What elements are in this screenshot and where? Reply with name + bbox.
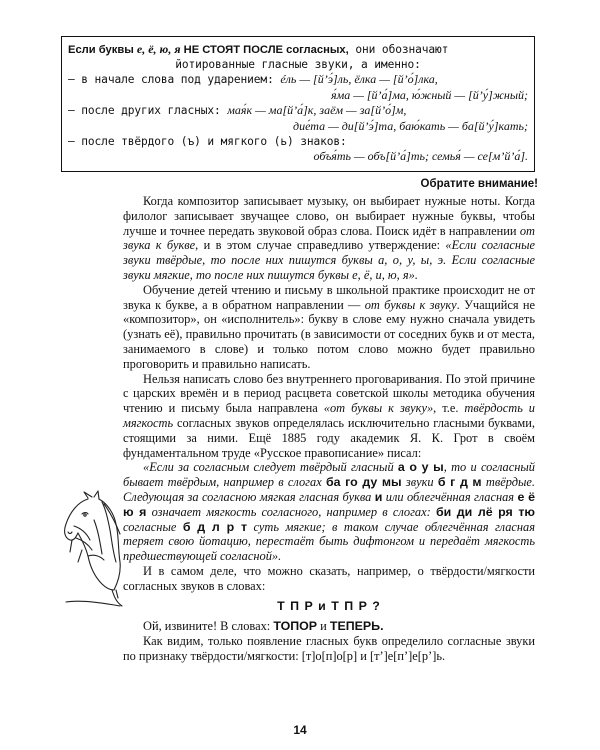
rule-intro: Если буквы е, ё, ю, я НЕ СТОЯТ ПОСЛЕ согласных, они обозначают (68, 42, 449, 56)
paragraph-3: Нельзя написать слово без внутреннего проговаривания. По этой причине с царских времён и в период расцвета советской школы методика обучения чтению и письму была направлена «от буквы к звуку», т.е. твёрдость и мягкость согласных звуков определялась исключительно гласными буквами, стоящими за ними. Ещё 1885 году академик Я. К. Грот в своём фундаментальном труде «Русское правописание» писал: (123, 371, 536, 460)
rule-box (61, 36, 535, 172)
paragraph-1: Когда композитор записывает музыку, он выбирает нужные ноты. Когда филолог записывает звучащее слово, он выбирает нужные буквы, чтобы лучше и точнее передать звуковой образ слова. Поиск идёт в направлении от звука к букве, и в этом случае справедливо утверждение: «Если согласные звуки твёрдые, то после них пишутся буквы а, о, у, ы, э. Если согласные звуки мягкие, то после них пишутся буквы е, ё, и, ю, я». (123, 194, 535, 282)
notice-heading: Обратите внимание! (420, 178, 538, 190)
rule-case3-ex: объя́ть — объ[й’а́]ть; семья́ — се[м’й’а́]. (313, 149, 528, 164)
rule-line2: йотированные гласные звуки, а именно: (175, 57, 421, 71)
rule-case2-ex2: дие́та — ди[й’э́]та, баю́кать — ба[й’у́]кать; (293, 118, 528, 133)
grot-quote: «Если за согласным следует твёрдый гласный а о у ы, то и согласный бывает твёрдым, например в слогах ба го ду мы звуки б г д м твёрдые. Следующая за согласною мягкая гласная буква и или облегчённая гласная е ё ю я означает мягкость согласного, например в слогах: би ди лё ря тю согласные б д л р т суть мягкие; в таком случае облегчённая гласная теряет свою йотацию, перестаёт быть дифтонгом и передаёт мягкость предшествующей согласной». (123, 460, 535, 564)
paragraph-5: Ой, извините! В словах: ТОПОР и ТЕПЕРЬ. (143, 619, 384, 634)
rule-case1: — в начале слова под ударением: éль — [й’э́]ль, ёлка — [й’о́]лка, (68, 72, 438, 87)
rule-case3: — после твёрдого (ъ) и мягкого (ь) знаков: (68, 134, 347, 148)
paragraph-6: Как видим, только появление гласных букв определило согласные звуки по признаку твёрдости/мягкости: [т]о[п]о[р] и [т’]е[п’]е[р’]ь. (123, 634, 535, 663)
page-number: 14 (293, 723, 307, 737)
tpr-heading: Т П Р и Т П Р ? (277, 598, 381, 613)
main-text (123, 194, 535, 664)
paragraph-2: Обучение детей чтению и письму в школьной практике происходит не от звука к букве, а в обратном направлении — от буквы к звуку. Учащийся не «композитор», он «исполнитель»: букву в слове ему нужно сначала увидеть (узнать её), правильно прочитать (в зависимости от соседних букв и от места, занимаемого в слове) и только потом слово можно будет правильно проговорить и правильно написать. (123, 282, 535, 371)
rule-case1-ex2: я́ма — [й’а́]ма, ю́жный — [й’у́]жный; (330, 87, 528, 102)
horse-sketch-icon (58, 490, 128, 610)
paragraph-4: И в самом деле, что можно сказать, например, о твёрдости/мягкости согласных звуков в словах: (123, 563, 535, 593)
rule-case2: — после других гласных: мая́к — ма[й’а́]к, заём — за[й’о́]м, (68, 103, 407, 118)
